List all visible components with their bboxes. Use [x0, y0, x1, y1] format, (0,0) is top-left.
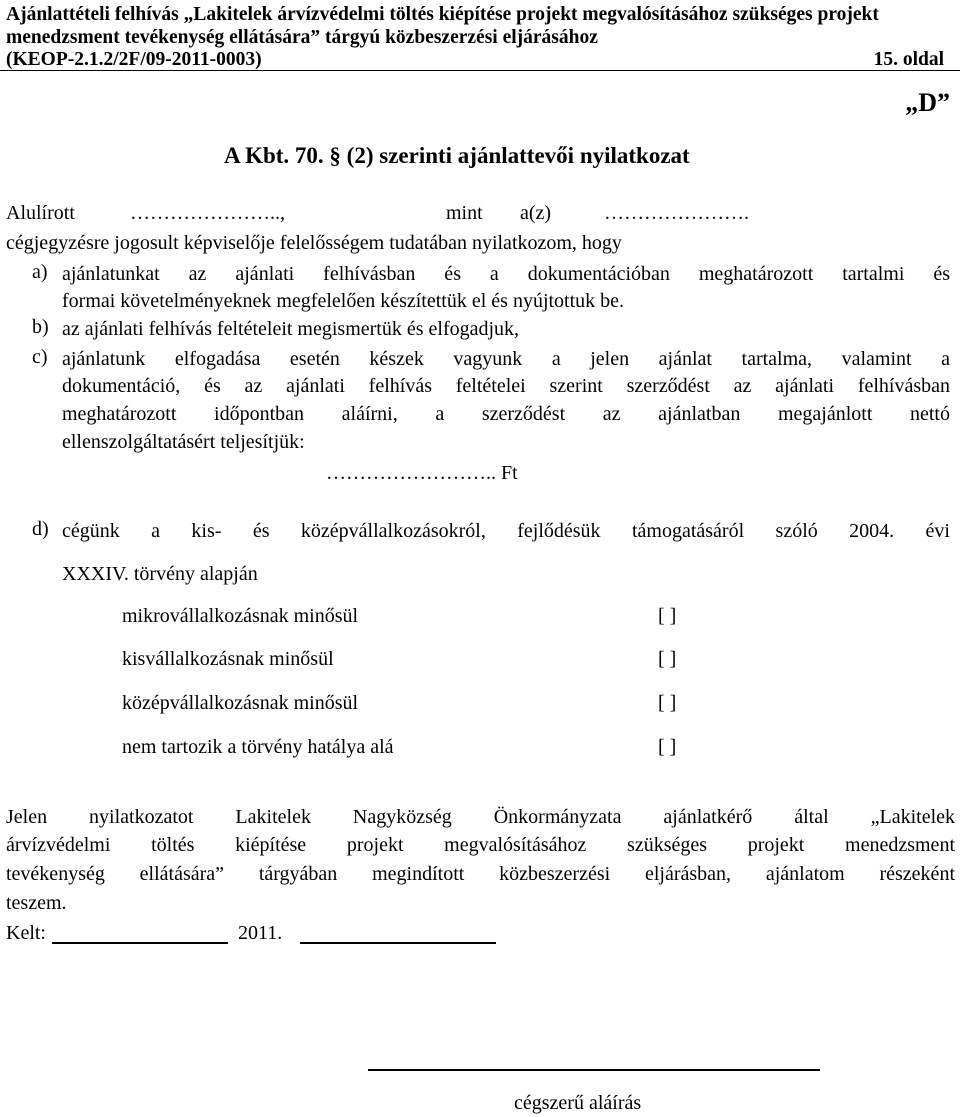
signature-label: cégszerű aláírás — [514, 1092, 642, 1114]
closing-line-2: árvízvédelmi töltés kiépítése projekt megvalósításához szükséges projekt menedzsment — [6, 834, 955, 856]
date-label: Kelt: — [6, 922, 46, 944]
annex-label: „D” — [905, 88, 950, 117]
item-d-line-1: cégünk a kis- és középvállalkozásokról, fejlődésük támogatásáról szóló 2004. évi — [62, 520, 950, 542]
size-option-none-checkbox[interactable]: [ ] — [658, 736, 677, 758]
item-c-line-1: ajánlatunk elfogadása esetén készek vagyunk a jelen ajánlat tartalma, valamint a — [62, 348, 950, 370]
item-c-line-2: dokumentáció, és az ajánlati felhívás feltételei szerint szerződést az ajánlati felhívásban — [62, 375, 950, 397]
item-b-line-1: az ajánlati felhívás feltételeit megismertük és elfogadjuk, — [62, 318, 520, 340]
size-option-none-label: nem tartozik a törvény hatálya alá — [122, 736, 394, 758]
header-divider — [0, 70, 960, 71]
size-option-micro-checkbox[interactable]: [ ] — [658, 605, 677, 627]
date-place-blank[interactable] — [52, 942, 228, 944]
intro-alulirott: Alulírott — [6, 202, 75, 224]
item-c-amount: …………………….. Ft — [326, 462, 518, 484]
item-a-line-2: formai követelményeknek megfelelően készítettük el és nyújtottuk be. — [62, 290, 625, 312]
page-title: A Kbt. 70. § (2) szerinti ajánlattevői nyilatkozat — [224, 143, 690, 168]
date-day-blank[interactable] — [300, 942, 496, 944]
item-a-label: a) — [32, 261, 48, 283]
size-option-medium-checkbox[interactable]: [ ] — [658, 692, 677, 714]
size-option-small-label: kisvállalkozásnak minősül — [122, 648, 334, 670]
page-number: 15. oldal — [873, 49, 944, 70]
size-option-micro-label: mikrovállalkozásnak minősül — [122, 605, 359, 627]
signature-line[interactable] — [368, 1069, 820, 1071]
header-line-2: menedzsment tevékenység ellátására” tárgyú közbeszerzési eljárásához — [6, 27, 598, 48]
item-d-label: d) — [32, 518, 49, 540]
item-c-line-4: ellenszolgáltatásért teljesítjük: — [62, 431, 305, 453]
item-c-label: c) — [32, 346, 48, 368]
intro-az: a(z) — [520, 202, 552, 224]
intro-mint: mint — [446, 202, 483, 224]
intro-company-dots: …………………. — [604, 202, 749, 224]
item-c-line-3: meghatározott időpontban aláírni, a szerződést az ajánlatban megajánlott nettó — [62, 403, 950, 425]
size-option-medium-label: középvállalkozásnak minősül — [122, 692, 359, 714]
header-line-3: (KEOP-2.1.2/2F/09-2011-0003) — [6, 49, 262, 70]
item-b-label: b) — [32, 316, 49, 338]
item-a-line-1: ajánlatunkat az ajánlati felhívásban és a dokumentációban meghatározott tartalmi és — [62, 263, 950, 285]
item-d-line-2: XXXIV. törvény alapján — [62, 563, 258, 585]
date-year: 2011. — [238, 922, 283, 944]
closing-line-4: teszem. — [6, 892, 67, 914]
intro-name-dots: ………………….., — [130, 202, 285, 224]
intro-line-2: cégjegyzésre jogosult képviselője felelősségem tudatában nyilatkozom, hogy — [6, 232, 622, 254]
size-option-small-checkbox[interactable]: [ ] — [658, 648, 677, 670]
header-line-1: Ajánlattételi felhívás „Lakitelek árvízvédelmi töltés kiépítése projekt megvalósításához szükséges projekt — [6, 4, 879, 25]
closing-line-1: Jelen nyilatkozatot Lakitelek Nagyközség Önkormányzata ajánlatkérő által „Lakitelek — [6, 806, 955, 828]
closing-line-3: tevékenység ellátására” tárgyában megindított közbeszerzési eljárásban, ajánlatom részeként — [6, 863, 955, 885]
